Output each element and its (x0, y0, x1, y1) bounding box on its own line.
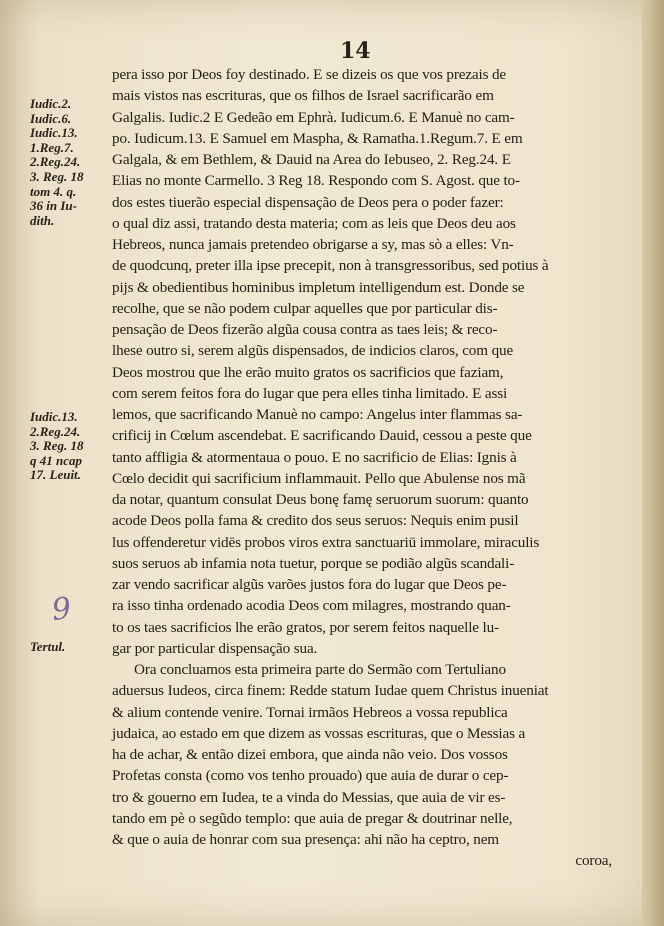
text-line: & que o auia de honrar com sua presença: ahi não ha ceptro, nem (112, 831, 499, 848)
text-line: lemos, que sacrificando Manuè no campo: Angelus inter flammas sa- (112, 406, 523, 423)
text-line: Deos mostrou que lhe erão muito gratos os sacrificios que faziam, (112, 363, 504, 381)
text-line: acode Deos polla fama & credito dos seus seruos: Nequis enim pusil (112, 512, 519, 530)
page-number: 14 (340, 38, 371, 64)
text-line: lhese outro si, serem algũs dispensados, de indicios claros, com que (112, 342, 514, 360)
text-line: tando em pè o segũdo templo: que auia de pregar & doutrinar nelle, (112, 809, 513, 827)
text-line: ra isso tinha ordenado acodia Deos com milagres, mostrando quan- (112, 597, 511, 615)
margin-note-line: 2.Reg.24. (30, 154, 81, 170)
text-line: o qual diz assi, tratando desta materia; com as leis que Deos deu aos (112, 214, 516, 232)
body-text (112, 64, 612, 872)
text-line: pijs & obedientibus hominibus impletum intelligendum est. Donde se (112, 278, 525, 296)
margin-note-line: 2.Reg.24. (30, 423, 81, 439)
margin-notes (30, 0, 114, 926)
margin-note-line: 3. Reg. 18 (30, 438, 84, 454)
text-line: pera isso por Deos foy destinado. E se dizeis os que vos prezais de (112, 66, 507, 83)
margin-note-line: Iudic.13. (30, 125, 78, 141)
text-line: lus offenderetur vidēs probos viros extra sanctuariū immolare, miraculis (112, 533, 540, 551)
margin-note-line: 36 in Iu- (30, 198, 77, 214)
text-line: Galgalis. Iudic.2 E Gedeão em Ephrà. Iudicum.6. E Manuè no cam- (112, 108, 515, 126)
margin-note-line: dith. (30, 212, 55, 228)
text-line: recolhe, que se não podem culpar aquelles que por particular dis- (112, 299, 498, 317)
margin-note-3 (30, 640, 112, 655)
text-line: & alium contende venire. Tornai irmãos Hebreos a vossa republica (112, 703, 508, 721)
text-line: ha de achar, & então dizei embora, que ainda não veio. Dos vossos (112, 746, 508, 763)
text-line: pensação de Deos fizerão algũa cousa contra as taes leis; & reco- (112, 321, 498, 338)
text-line: suos seruos ab infamia nota tuetur, porque se podião algũs scandali- (112, 554, 515, 572)
margin-note-line: q 41 ncap (30, 452, 82, 468)
text-line: crificij in Cœlum ascendebat. E sacrificando Dauid, cessou a peste que (112, 427, 532, 445)
margin-note-2 (30, 410, 112, 483)
margin-note-line: 17. Leuit. (30, 467, 81, 483)
catchword: coroa, (575, 852, 612, 870)
page-gutter (642, 0, 664, 926)
margin-note-line: 3. Reg. 18 (30, 168, 84, 184)
text-line: aduersus Iudeos, circa finem: Redde statum Iudae quem Christus inueniat (112, 682, 549, 700)
margin-note-line: Iudic.2. (30, 96, 72, 111)
margin-note-line: tom 4. q. (30, 183, 77, 199)
text-line: Galgala, & em Bethlem, & Dauid na Area do Iebuseo, 2. Reg.24. E (112, 151, 511, 168)
margin-note-line: Iudic.6. (30, 110, 72, 126)
text-line: dos estes tiuerão especial dispensação de Deos pera o poder fazer: (112, 193, 504, 211)
margin-note-line: Iudic.13. (30, 409, 78, 424)
margin-note-line: Tertul. (30, 639, 66, 654)
text-line: tro & gouerno em Iudea, te a vinda do Messias, que auia de vir es- (112, 788, 506, 806)
text-line: Profetas consta (como vos tenho prouado) que auia de durar o cep- (112, 767, 509, 785)
text-line: to os taes sacrificios lhe erão gratos, por serem feitos naquelle lu- (112, 618, 499, 636)
text-line: mais vistos nas escrituras, que os filhos de Israel sacrificarão em (112, 87, 494, 105)
text-line: Elias no monte Carmello. 3 Reg 18. Respondo com S. Agost. que to- (112, 172, 520, 190)
text-line: po. Iudicum.13. E Samuel em Maspha, & Ramatha.1.Regum.7. E em (112, 129, 523, 147)
text-line: da notar, quantum consulat Deus bonę famę seruorum suorum: quanto (112, 491, 529, 508)
text-line: de quodcunq, preter illa ipse precepit, non à transgressoribus, sed potius à (112, 257, 549, 275)
margin-note-1 (30, 97, 112, 228)
text-line: com serem feitos fora do lugar que pera elles tinha limitado. E assi (112, 384, 508, 402)
text-line: Cœlo decidit qui sacrificium inflammauit. Pello que Abulense nos mã (112, 469, 526, 487)
handwritten-mark: 9 (50, 591, 73, 628)
text-line: tanto affligia & atormentaua o pouo. E no sacrificio de Elias: Ignis à (112, 448, 517, 466)
text-line: Hebreos, nunca jamais pretendeo obrigarse a sy, mas sò a elles: Vn- (112, 236, 514, 253)
text-line: judaica, ao estado em que dizem as vossas escrituras, que o Messias a (112, 724, 526, 742)
paragraph-start-line: Ora concluamos esta primeira parte do Sermão com Tertuliano (134, 661, 506, 678)
text-line: zar vendo sacrificar algũs varões justos fora do lugar que Deos pe- (112, 576, 507, 593)
margin-note-line: 1.Reg.7. (30, 139, 74, 155)
text-line: gar por particular dispensação sua. (112, 639, 318, 657)
